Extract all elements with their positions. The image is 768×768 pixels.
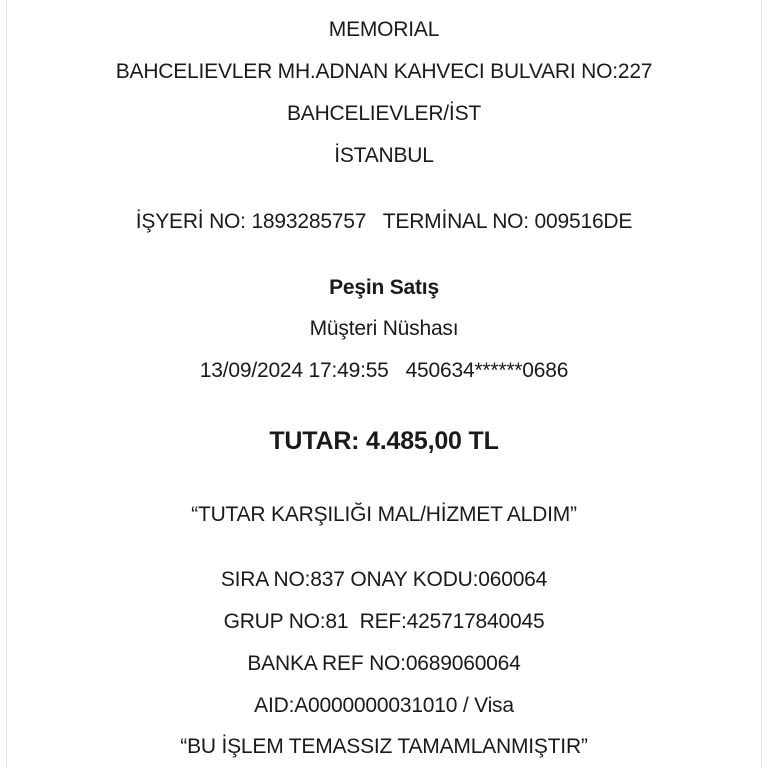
- workplace-terminal-no: İŞYERİ NO: 1893285757 TERMİNAL NO: 009516DE: [135, 210, 633, 233]
- merchant-city: İSTANBUL: [334, 144, 434, 167]
- datetime-card-number: 13/09/2024 17:49:55 450634******0686: [199, 359, 569, 382]
- amount: TUTAR: 4.485,00 TL: [269, 427, 499, 455]
- bank-ref: BANKA REF NO:0689060064: [247, 652, 521, 675]
- merchant-name: MEMORIAL: [328, 18, 440, 41]
- merchant-district: BAHCELIEVLER/İST: [286, 102, 482, 125]
- aid: AID:A0000000031010 / Visa: [254, 694, 514, 717]
- group-ref: GRUP NO:81 REF:425717840045: [223, 610, 545, 633]
- copy-label: Müşteri Nüshası: [309, 317, 459, 340]
- sequence-approval: SIRA NO:837 ONAY KODU:060064: [220, 568, 548, 591]
- transaction-type: Peşin Satış: [329, 276, 439, 299]
- contactless-note: “BU İŞLEM TEMASSIZ TAMAMLANMIŞTIR”: [180, 735, 588, 758]
- acknowledgement: “TUTAR KARŞILIĞI MAL/HİZMET ALDIM”: [191, 503, 577, 526]
- merchant-address: BAHCELIEVLER MH.ADNAN KAHVECI BULVARI NO:227: [115, 60, 653, 83]
